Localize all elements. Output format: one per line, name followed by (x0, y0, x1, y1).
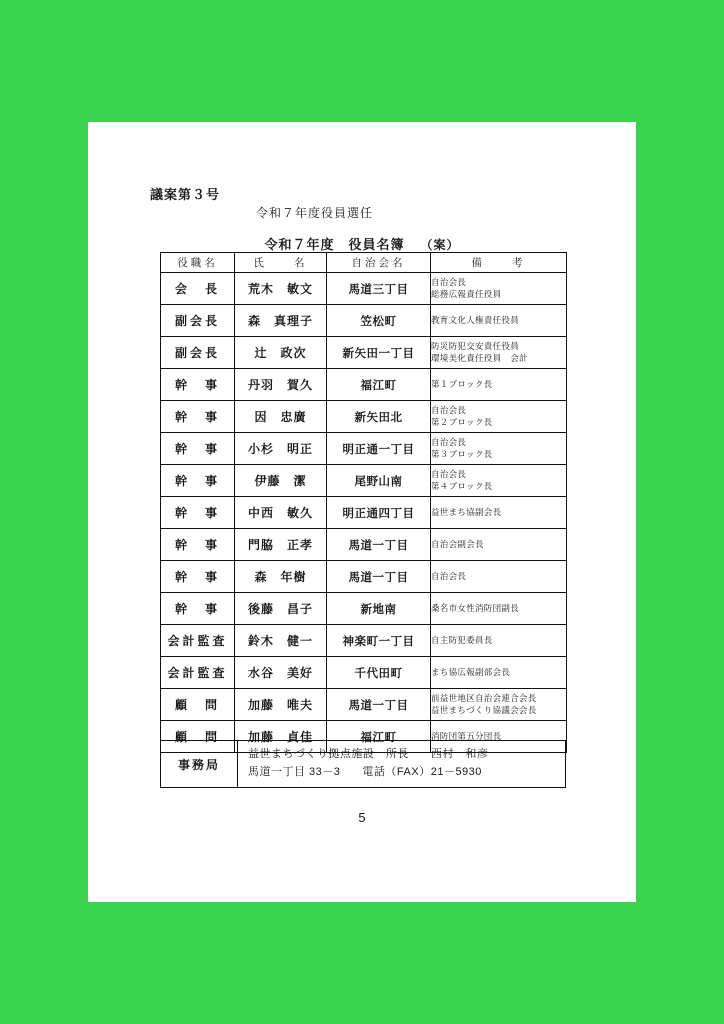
roster-table-body (161, 273, 567, 753)
cell-name: 加藤 貞佳 (235, 721, 327, 753)
note-line: 総務広報責任役員 (431, 288, 502, 299)
roster-table-container (160, 252, 566, 753)
table-row (161, 657, 567, 689)
office-table-container (160, 740, 566, 788)
note-line: 前益世地区自治会連合会長 (431, 693, 537, 704)
cell-note (431, 305, 567, 337)
cell-note (431, 497, 567, 529)
cell-assoc: 神楽町一丁目 (327, 625, 431, 657)
cell-name: 伊藤 潔 (235, 465, 327, 497)
table-row (161, 433, 567, 465)
cell-post: 顧 問 (161, 721, 235, 753)
note-line: 自治会長 (431, 277, 467, 288)
roster-table-head (161, 253, 567, 273)
cell-assoc: 新矢田一丁目 (327, 337, 431, 369)
note-line: 第２ブロック長 (431, 416, 493, 427)
table-row (161, 689, 567, 721)
table-row (161, 401, 567, 433)
cell-assoc: 笠松町 (327, 305, 431, 337)
cell-name: 鈴木 健一 (235, 625, 327, 657)
page-number: 5 (358, 810, 366, 825)
cell-post: 幹 事 (161, 465, 235, 497)
office-table (160, 740, 566, 788)
cell-note (431, 337, 567, 369)
cell-assoc: 馬道一丁目 (327, 689, 431, 721)
cell-note (431, 401, 567, 433)
office-row (161, 741, 566, 788)
cell-post: 幹 事 (161, 433, 235, 465)
note-line: 教育文化人権責任役員 (431, 314, 520, 325)
cell-note (431, 465, 567, 497)
table-row (161, 625, 567, 657)
office-line-2 (248, 764, 559, 782)
office-line-2-left: 馬道一丁目 33－3 (248, 765, 341, 778)
cell-name: 因 忠廣 (235, 401, 327, 433)
cell-note (431, 561, 567, 593)
note-line: 第３ブロック長 (431, 448, 493, 459)
cell-note (431, 369, 567, 401)
page-title (88, 234, 636, 253)
cell-name: 後藤 昌子 (235, 593, 327, 625)
document-subtitle: 令和７年度役員選任 (256, 206, 374, 220)
cell-name: 中西 敏久 (235, 497, 327, 529)
page-title-text: 令和７年度 役員名簿 (264, 237, 405, 252)
office-line-1-right: 西村 和彦 (430, 747, 489, 760)
office-line-1 (248, 746, 559, 764)
cell-assoc: 明正通四丁目 (327, 497, 431, 529)
cell-note (431, 625, 567, 657)
table-row (161, 369, 567, 401)
cell-name: 荒木 敏文 (235, 273, 327, 305)
note-line: 第４ブロック長 (431, 480, 493, 491)
cell-post: 幹 事 (161, 593, 235, 625)
cell-note (431, 689, 567, 721)
office-line-1-left: 益世まちづくり拠点施設 所長 (248, 747, 409, 760)
page-title-note: （案） (420, 238, 460, 252)
cell-name: 森 年樹 (235, 561, 327, 593)
cell-note (431, 529, 567, 561)
table-row (161, 561, 567, 593)
note-line: 第１ブロック長 (431, 378, 493, 389)
column-header-post: 役職名 (161, 253, 235, 273)
cell-assoc: 福江町 (327, 721, 431, 753)
cell-assoc: 馬道一丁目 (327, 561, 431, 593)
note-line: 自主防犯委員長 (431, 634, 493, 645)
cell-post: 幹 事 (161, 401, 235, 433)
cell-post: 顧 問 (161, 689, 235, 721)
cell-note (431, 433, 567, 465)
note-line: 益世まち協副会長 (431, 506, 502, 517)
cell-assoc: 尾野山南 (327, 465, 431, 497)
note-line: 自治会副会長 (431, 538, 484, 549)
cell-assoc: 明正通一丁目 (327, 433, 431, 465)
cell-assoc: 千代田町 (327, 657, 431, 689)
table-row (161, 465, 567, 497)
note-line: 桑名市女性消防団副長 (431, 602, 520, 613)
cell-post: 幹 事 (161, 369, 235, 401)
note-line: 自治会長 (431, 437, 467, 448)
cell-note (431, 273, 567, 305)
document-content (88, 122, 636, 902)
note-line: まち協広報副部会長 (431, 666, 511, 677)
cell-assoc: 新矢田北 (327, 401, 431, 433)
cell-post: 幹 事 (161, 561, 235, 593)
cell-name: 丹羽 賀久 (235, 369, 327, 401)
cell-post: 会計監査 (161, 657, 235, 689)
table-row (161, 305, 567, 337)
cell-post: 会 長 (161, 273, 235, 305)
table-header-row (161, 253, 567, 273)
cell-post: 副会長 (161, 305, 235, 337)
table-row (161, 529, 567, 561)
cell-note (431, 657, 567, 689)
cell-post: 会計監査 (161, 625, 235, 657)
roster-table (160, 252, 567, 753)
office-label: 事務局 (161, 741, 238, 788)
document-page (88, 122, 636, 902)
note-line: 自治会長 (431, 405, 467, 416)
agenda-number: 議案第３号 (150, 187, 221, 202)
note-line: 益世まちづくり協議会会長 (431, 704, 537, 715)
office-details (238, 741, 566, 788)
office-line-2-right: 電話（FAX）21－5930 (362, 765, 482, 778)
cell-assoc: 馬道三丁目 (327, 273, 431, 305)
cell-post: 幹 事 (161, 497, 235, 529)
cell-assoc: 馬道一丁目 (327, 529, 431, 561)
cell-note (431, 593, 567, 625)
cell-assoc: 新地南 (327, 593, 431, 625)
cell-name: 水谷 美好 (235, 657, 327, 689)
column-header-note: 備 考 (431, 253, 567, 273)
note-line: 自治会長 (431, 570, 467, 581)
note-line: 防災防犯交安責任役員 (431, 341, 520, 352)
cell-post: 副会長 (161, 337, 235, 369)
cell-name: 加藤 唯夫 (235, 689, 327, 721)
note-line: 環境美化責任役員 会計 (431, 352, 528, 363)
table-row (161, 273, 567, 305)
note-line: 自治会長 (431, 469, 467, 480)
cell-name: 森 真理子 (235, 305, 327, 337)
column-header-assoc: 自治会名 (327, 253, 431, 273)
cell-name: 小杉 明正 (235, 433, 327, 465)
cell-post: 幹 事 (161, 529, 235, 561)
column-header-name: 氏 名 (235, 253, 327, 273)
cell-name: 辻 政次 (235, 337, 327, 369)
table-row (161, 337, 567, 369)
cell-name: 門脇 正孝 (235, 529, 327, 561)
cell-assoc: 福江町 (327, 369, 431, 401)
table-row (161, 593, 567, 625)
note-line: 消防団第五分団長 (431, 730, 502, 741)
table-row (161, 497, 567, 529)
